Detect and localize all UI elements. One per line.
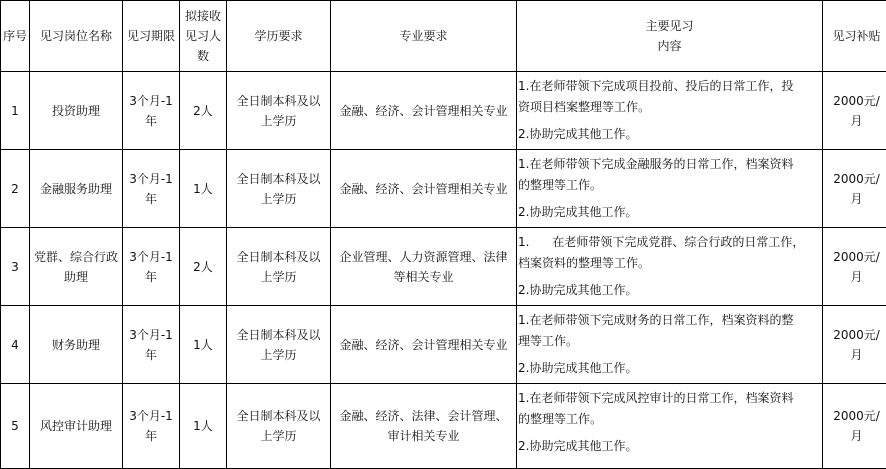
cell-subsidy	[823, 72, 886, 150]
cell-position	[30, 228, 123, 306]
cell-content-line: 1. 在老师带领下完成党群、综合行政的日常工作，	[518, 232, 821, 253]
cell-education	[227, 150, 331, 228]
cell-subsidy-line: 月	[824, 111, 886, 131]
cell-position-line: 助理	[31, 267, 121, 287]
cell-education	[227, 72, 331, 150]
cell-period-line: 年	[124, 345, 178, 365]
cell-seq: 2	[1, 150, 30, 228]
cell-position-line: 财务助理	[31, 335, 121, 355]
cell-content-line: 1.在老师带领下完成财务的日常工作，档案资料的整	[518, 310, 821, 331]
cell-seq: 4	[1, 306, 30, 384]
cell-position-line: 党群、综合行政	[31, 247, 121, 267]
header-count-line: 数	[181, 46, 225, 66]
cell-content-line: 1.在老师带领下完成项目投前、投后的日常工作，投	[518, 76, 821, 97]
cell-content-line: 档案资料的整理等工作。	[518, 253, 821, 274]
cell-seq: 1	[1, 72, 30, 150]
cell-major	[331, 228, 517, 306]
cell-education	[227, 306, 331, 384]
cell-content-line: 2.协助完成其他工作。	[518, 124, 821, 145]
header-period: 见习期限	[123, 1, 180, 72]
cell-subsidy-line: 2000元/	[824, 169, 886, 189]
cell-major	[331, 150, 517, 228]
cell-education-line: 上学历	[228, 189, 329, 209]
cell-education-line: 全日制本科及以	[228, 406, 329, 426]
cell-education-line: 上学历	[228, 267, 329, 287]
cell-position	[30, 384, 123, 469]
cell-major-line: 金融、经济、会计管理相关专业	[332, 335, 515, 355]
header-education: 学历要求	[227, 1, 331, 72]
cell-period	[123, 228, 180, 306]
cell-content-line: 1.在老师带领下完成风控审计的日常工作，档案资料	[518, 388, 821, 409]
cell-subsidy	[823, 384, 886, 469]
cell-seq: 3	[1, 228, 30, 306]
cell-subsidy-line: 2000元/	[824, 406, 886, 426]
cell-education-line: 全日制本科及以	[228, 325, 329, 345]
cell-education-line: 全日制本科及以	[228, 91, 329, 111]
cell-period-line: 3个月-1	[124, 406, 178, 426]
cell-content	[517, 384, 823, 469]
cell-major-line: 审计相关专业	[332, 426, 515, 446]
header-count-line: 拟接收	[181, 6, 225, 26]
cell-count: 1人	[180, 384, 227, 469]
cell-subsidy-line: 2000元/	[824, 91, 886, 111]
cell-content-line: 2.协助完成其他工作。	[518, 436, 821, 457]
cell-count: 2人	[180, 72, 227, 150]
cell-period	[123, 306, 180, 384]
cell-count: 1人	[180, 306, 227, 384]
cell-education-line: 全日制本科及以	[228, 247, 329, 267]
cell-subsidy-line: 月	[824, 345, 886, 365]
cell-period	[123, 72, 180, 150]
cell-education-line: 上学历	[228, 426, 329, 446]
cell-subsidy-line: 月	[824, 267, 886, 287]
cell-major-line: 等相关专业	[332, 267, 515, 287]
cell-period-line: 年	[124, 426, 178, 446]
cell-position-line: 金融服务助理	[31, 179, 121, 199]
cell-period-line: 年	[124, 111, 178, 131]
cell-major-line: 企业管理、人力资源管理、法律	[332, 247, 515, 267]
cell-period-line: 年	[124, 189, 178, 209]
cell-content	[517, 306, 823, 384]
cell-position	[30, 72, 123, 150]
cell-content-line: 2.协助完成其他工作。	[518, 202, 821, 223]
cell-position-line: 风控审计助理	[31, 416, 121, 436]
cell-subsidy	[823, 228, 886, 306]
cell-major	[331, 306, 517, 384]
cell-position	[30, 306, 123, 384]
cell-period-line: 年	[124, 267, 178, 287]
cell-position-line: 投资助理	[31, 101, 121, 121]
cell-education-line: 上学历	[228, 345, 329, 365]
cell-period	[123, 384, 180, 469]
cell-seq: 5	[1, 384, 30, 469]
cell-education-line: 上学历	[228, 111, 329, 131]
header-count	[180, 1, 227, 72]
table-body	[1, 72, 886, 469]
cell-major	[331, 72, 517, 150]
header-content-line: 主要见习	[518, 16, 821, 36]
cell-major-line: 金融、经济、法律、会计管理、	[332, 406, 515, 426]
header-major: 专业要求	[331, 1, 517, 72]
cell-content-line: 理等工作。	[518, 331, 821, 352]
cell-period-line: 3个月-1	[124, 247, 178, 267]
cell-content-line: 2.协助完成其他工作。	[518, 358, 821, 379]
table-row	[1, 384, 886, 469]
cell-subsidy	[823, 306, 886, 384]
header-position: 见习岗位名称	[30, 1, 123, 72]
cell-content	[517, 72, 823, 150]
cell-period-line: 3个月-1	[124, 325, 178, 345]
cell-education	[227, 384, 331, 469]
header-seq: 序号	[1, 1, 30, 72]
cell-content-line: 资项目档案整理等工作。	[518, 97, 821, 118]
header-content-line: 内容	[518, 36, 821, 56]
cell-content-line: 1.在老师带领下完成金融服务的日常工作，档案资料	[518, 154, 821, 175]
cell-subsidy-line: 2000元/	[824, 247, 886, 267]
cell-period-line: 3个月-1	[124, 91, 178, 111]
table-row	[1, 72, 886, 150]
cell-content-line: 的整理等工作。	[518, 409, 821, 430]
cell-count: 2人	[180, 228, 227, 306]
cell-content-line: 的整理等工作。	[518, 175, 821, 196]
table-row	[1, 306, 886, 384]
header-count-line: 见习人	[181, 26, 225, 46]
cell-subsidy	[823, 150, 886, 228]
header-content	[517, 1, 823, 72]
cell-period	[123, 150, 180, 228]
cell-major-line: 金融、经济、会计管理相关专业	[332, 179, 515, 199]
cell-content-line: 2.协助完成其他工作。	[518, 280, 821, 301]
header-subsidy: 见习补贴	[823, 1, 886, 72]
cell-subsidy-line: 月	[824, 189, 886, 209]
cell-education	[227, 228, 331, 306]
cell-period-line: 3个月-1	[124, 169, 178, 189]
table-row	[1, 150, 886, 228]
cell-subsidy-line: 2000元/	[824, 325, 886, 345]
cell-major-line: 金融、经济、会计管理相关专业	[332, 101, 515, 121]
cell-education-line: 全日制本科及以	[228, 169, 329, 189]
cell-content	[517, 228, 823, 306]
header-row	[1, 1, 886, 72]
cell-position	[30, 150, 123, 228]
cell-subsidy-line: 月	[824, 426, 886, 446]
cell-major	[331, 384, 517, 469]
cell-content	[517, 150, 823, 228]
table-row	[1, 228, 886, 306]
cell-count: 1人	[180, 150, 227, 228]
